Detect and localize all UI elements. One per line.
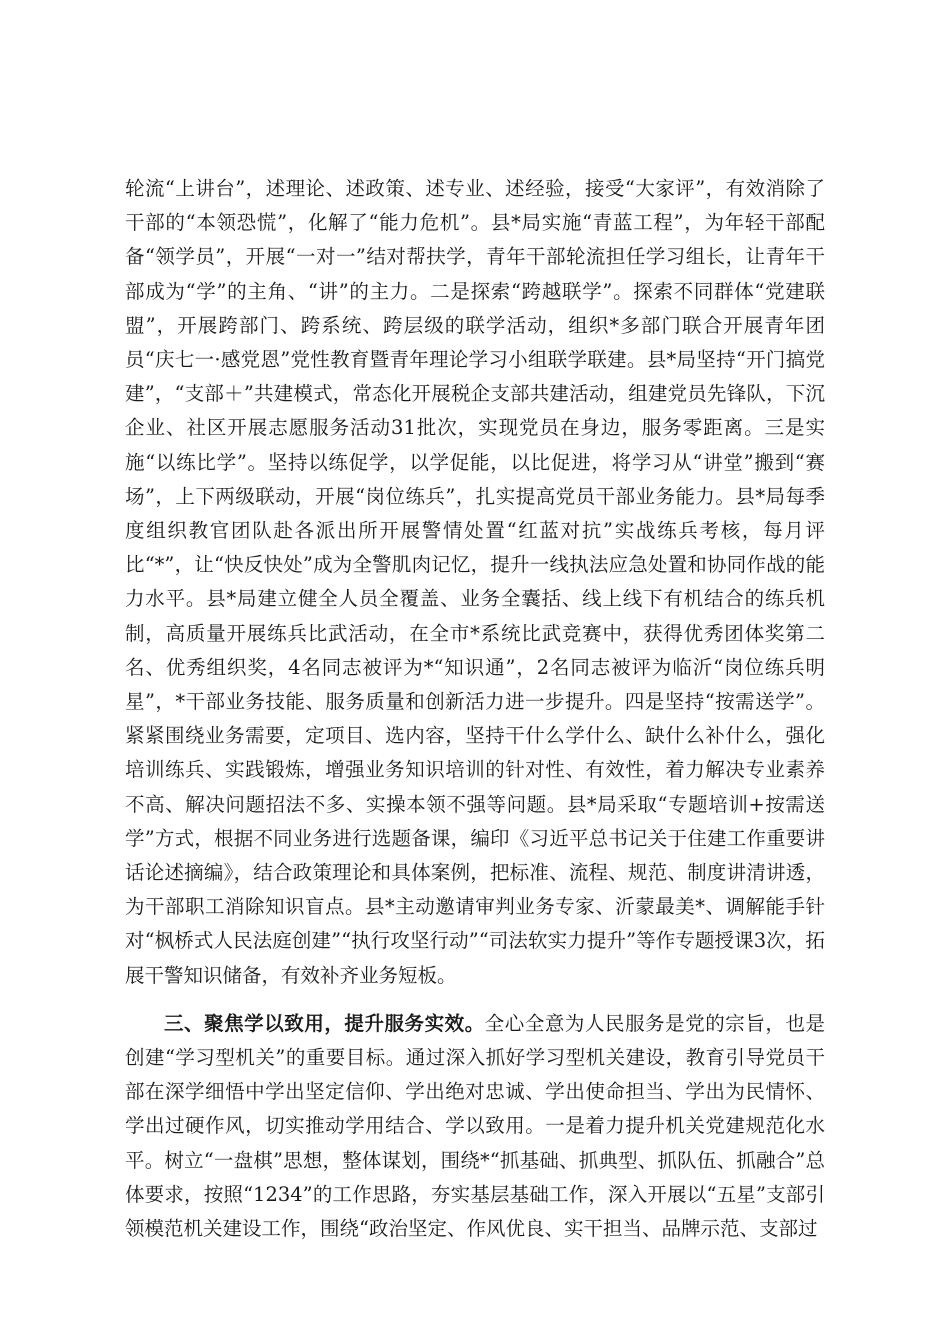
section-heading: 三、聚焦学以致用，提升服务实效。	[164, 1011, 485, 1035]
section-body-text: 全心全意为人民服务是党的宗旨，也是创建“学习型机关”的重要目标。通过深入抓好学习型机关建设，教育引导党员干部在深学细悟中学出坚定信仰、学出绝对忠诚、学出使命担当、学出为民情怀、学出过硬作风，切实推动学用结合、学以致用。一是着力提升机关党建规范化水平。树立“一盘棋”思想，整体谋划，围绕*“抓基础、抓典型、抓队伍、抓融合”总体要求，按照“1234”的工作思路，夯实基层基础工作，深入开展以“五星”支部引领模范机关建设工作，围绕“政治坚定、作风优良、实干担当、品牌示范、支部过	[125, 1011, 825, 1241]
paragraph-section-3	[125, 1007, 825, 1246]
paragraph-continued: 轮流“上讲台”，述理论、述政策、述专业、述经验，接受“大家评”，有效消除了干部的“本领恐慌”，化解了“能力危机”。县*局实施“青蓝工程”，为年轻干部配备“领学员”，开展“一对一”结对帮扶学，青年干部轮流担任学习组长，让青年干部成为“学”的主角、“讲”的主力。二是探索“跨越联学”。探索不同群体“党建联盟”，开展跨部门、跨系统、跨层级的联学活动，组织*多部门联合开展青年团员“庆七一·感党恩”党性教育暨青年理论学习小组联学联建。县*局坚持“开门搞党建”，“支部＋”共建模式，常态化开展税企支部共建活动，组建党员先锋队，下沉企业、社区开展志愿服务活动31批次，实现党员在身边，服务零距离。三是实施“以练比学”。坚持以练促学，以学促能，以比促进，将学习从“讲堂”搬到“赛场”，上下两级联动，开展“岗位练兵”，扎实提高党员干部业务能力。县*局每季度组织教官团队赴各派出所开展警情处置“红蓝对抗”实战练兵考核，每月评比“*”，让“快反快处”成为全警肌肉记忆，提升一线执法应急处置和协同作战的能力水平。县*局建立健全人员全覆盖、业务全囊括、线上线下有机结合的练兵机制，高质量开展练兵比武活动，在全市*系统比武竞赛中，获得优秀团体奖第二名、优秀组织奖，4名同志被评为*“知识通”，2名同志被评为临沂“岗位练兵明星”，*干部业务技能、服务质量和创新活力进一步提升。四是坚持“按需送学”。紧紧围绕业务需要，定项目、选内容，坚持干什么学什么、缺什么补什么，强化培训练兵、实践锻炼，增强业务知识培训的针对性、有效性，着力解决专业素养不高、解决问题招法不多、实操本领不强等问题。县*局采取“专题培训+按需送学”方式，根据不同业务进行选题备课，编印《习近平总书记关于住建工作重要讲话论述摘编》，结合政策理论和具体案例，把标准、流程、规范、制度讲清讲透，为干部职工消除知识盲点。县*主动邀请审判业务专家、沂蒙最美*、调解能手针对“枫桥式人民法庭创建”“执行攻坚行动”“司法软实力提升”等作专题授课3次，拓展干警知识储备，有效补齐业务短板。	[125, 177, 825, 987]
document-body	[125, 172, 825, 1246]
